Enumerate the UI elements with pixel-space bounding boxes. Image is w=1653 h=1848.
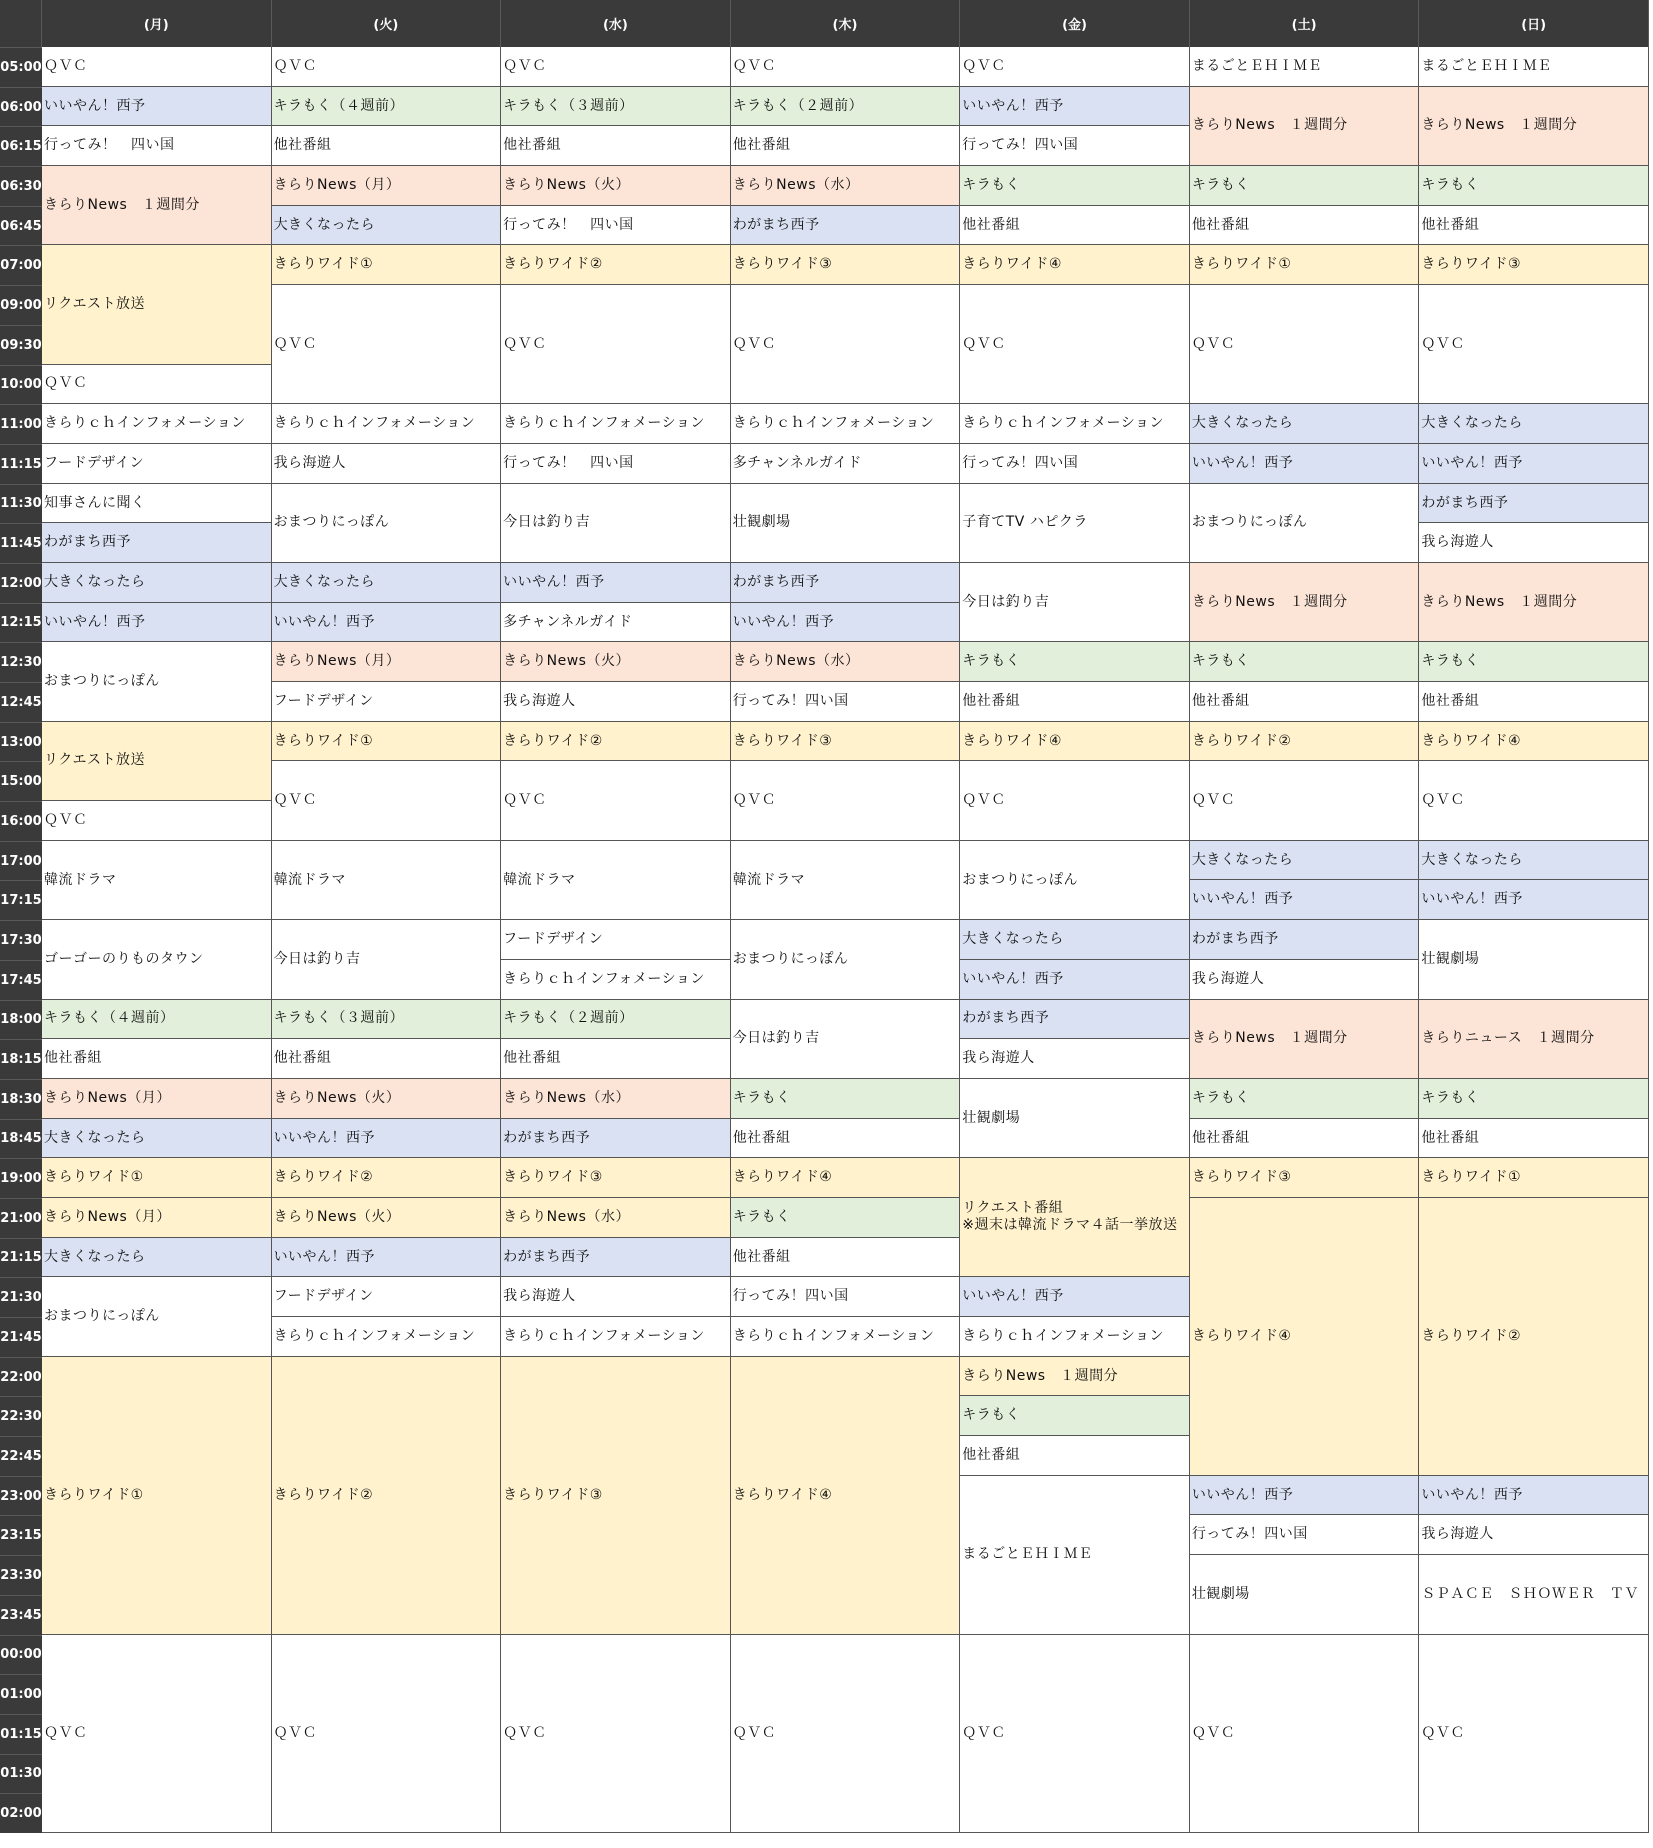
program-cell[interactable]: 多チャンネルガイド <box>501 603 731 643</box>
program-cell[interactable]: きらりNews（月） <box>272 166 502 206</box>
program-cell[interactable]: きらりワイド① <box>272 245 502 285</box>
time-label: 15:00 <box>0 761 42 801</box>
program-cell[interactable]: 大きくなったら <box>42 1119 272 1159</box>
program-cell[interactable]: 他社番組 <box>960 1436 1190 1476</box>
program-cell[interactable]: きらりワイド① <box>272 722 502 762</box>
program-cell[interactable]: 他社番組 <box>272 126 502 166</box>
time-label: 11:00 <box>0 404 42 444</box>
day-header: (金) <box>960 0 1190 47</box>
program-cell[interactable]: きらりワイド④ <box>731 1357 961 1635</box>
program-cell[interactable]: きらりNews １週間分 <box>1190 563 1420 642</box>
time-label: 10:00 <box>0 365 42 405</box>
time-label: 18:15 <box>0 1039 42 1079</box>
program-cell[interactable]: ＱＶＣ <box>1419 285 1649 404</box>
time-label: 23:30 <box>0 1555 42 1595</box>
program-cell[interactable]: キラもく <box>1190 642 1420 682</box>
program-cell[interactable]: きらりNews（月） <box>42 1079 272 1119</box>
program-cell[interactable]: きらりｃｈインフォメーション <box>731 404 961 444</box>
program-cell[interactable]: 我ら海遊人 <box>501 682 731 722</box>
day-header: (水) <box>501 0 731 47</box>
time-label: 09:30 <box>0 325 42 365</box>
day-header: (月) <box>42 0 272 47</box>
program-cell[interactable]: きらりｃｈインフォメーション <box>501 404 731 444</box>
program-cell[interactable]: わがまち西予 <box>1190 920 1420 960</box>
time-label: 11:45 <box>0 523 42 563</box>
program-cell[interactable]: リクエスト番組 ※週末は韓流ドラマ４話一挙放送 <box>960 1158 1190 1277</box>
program-cell[interactable]: いいやん！西予 <box>272 1238 502 1278</box>
time-label: 13:00 <box>0 722 42 762</box>
program-cell[interactable]: 行ってみ！四い国 <box>960 444 1190 484</box>
program-cell[interactable]: キラもく <box>731 1198 961 1238</box>
program-cell[interactable]: リクエスト放送 <box>42 722 272 801</box>
program-cell[interactable]: きらりワイド④ <box>731 1158 961 1198</box>
program-cell[interactable]: きらりNews １週間分 <box>1419 87 1649 166</box>
program-cell[interactable]: キラもく（３週前） <box>501 87 731 127</box>
time-label: 17:15 <box>0 880 42 920</box>
program-cell[interactable]: わがまち西予 <box>501 1119 731 1159</box>
program-cell[interactable]: きらりワイド① <box>42 1158 272 1198</box>
program-cell[interactable]: きらりワイド③ <box>501 1158 731 1198</box>
day-header: (木) <box>731 0 961 47</box>
program-cell[interactable]: きらりワイド① <box>1419 1158 1649 1198</box>
program-cell[interactable]: 子育てTV ハピクラ <box>960 484 1190 563</box>
program-cell[interactable]: キラもく <box>1190 1079 1420 1119</box>
day-header: (日) <box>1419 0 1649 47</box>
time-label: 12:30 <box>0 642 42 682</box>
program-cell[interactable]: 大きくなったら <box>42 1238 272 1278</box>
program-cell[interactable]: いいやん！西予 <box>272 1119 502 1159</box>
program-cell[interactable]: ＳＰＡＣＥ ＳＨＯＷＥＲ ＴＶ <box>1419 1555 1649 1634</box>
program-cell[interactable]: フードデザイン <box>501 920 731 960</box>
program-cell[interactable]: 他社番組 <box>1190 682 1420 722</box>
program-cell[interactable]: いいやん！西予 <box>960 1277 1190 1317</box>
program-cell[interactable]: 今日は釣り吉 <box>272 920 502 999</box>
program-cell[interactable]: 大きくなったら <box>1190 404 1420 444</box>
program-cell[interactable]: 大きくなったら <box>960 920 1190 960</box>
program-cell[interactable]: きらりワイド④ <box>1190 1198 1420 1476</box>
program-cell[interactable]: 行ってみ！ 四い国 <box>501 206 731 246</box>
program-cell[interactable]: きらりNews １週間分 <box>42 166 272 245</box>
program-cell[interactable]: きらりNews（火） <box>272 1198 502 1238</box>
time-label: 22:45 <box>0 1436 42 1476</box>
program-cell[interactable]: わがまち西予 <box>42 523 272 563</box>
program-cell[interactable]: きらりNews（水） <box>501 1198 731 1238</box>
program-cell[interactable]: きらりNews １週間分 <box>960 1357 1190 1397</box>
program-cell[interactable]: ＱＶＣ <box>1419 761 1649 840</box>
program-cell[interactable]: キラもく（３週前） <box>272 1000 502 1040</box>
program-cell[interactable]: ＱＶＣ <box>501 761 731 840</box>
program-cell[interactable]: キラもく <box>960 642 1190 682</box>
program-cell[interactable]: きらりNews（水） <box>501 1079 731 1119</box>
program-cell[interactable]: 韓流ドラマ <box>501 841 731 920</box>
program-cell[interactable]: 他社番組 <box>731 1238 961 1278</box>
program-cell[interactable]: きらりワイド③ <box>731 245 961 285</box>
program-cell[interactable]: キラもく <box>1419 642 1649 682</box>
program-cell[interactable]: キラもく <box>731 1079 961 1119</box>
time-label: 01:00 <box>0 1674 42 1714</box>
program-cell[interactable]: まるごとＥＨＩＭＥ <box>1419 47 1649 87</box>
program-cell[interactable]: キラもく（４週前） <box>42 1000 272 1040</box>
program-cell[interactable]: 韓流ドラマ <box>731 841 961 920</box>
program-cell[interactable]: いいやん！西予 <box>501 563 731 603</box>
time-label: 21:45 <box>0 1317 42 1357</box>
program-cell[interactable]: いいやん！西予 <box>1419 444 1649 484</box>
program-cell[interactable]: いいやん！西予 <box>960 87 1190 127</box>
time-label: 22:00 <box>0 1357 42 1397</box>
program-cell[interactable]: 大きくなったら <box>1419 841 1649 881</box>
program-cell[interactable]: 我ら海遊人 <box>272 444 502 484</box>
time-label: 22:30 <box>0 1396 42 1436</box>
program-cell[interactable]: いいやん！西予 <box>1190 444 1420 484</box>
time-label: 11:15 <box>0 444 42 484</box>
day-header: (土) <box>1190 0 1420 47</box>
program-cell[interactable]: きらりNews（火） <box>501 642 731 682</box>
program-cell[interactable]: ＱＶＣ <box>42 801 272 841</box>
time-label: 06:15 <box>0 126 42 166</box>
program-cell[interactable]: まるごとＥＨＩＭＥ <box>960 1476 1190 1635</box>
program-cell[interactable]: きらりワイド④ <box>960 722 1190 762</box>
program-cell[interactable]: いいやん！西予 <box>1190 1476 1420 1516</box>
program-cell[interactable]: きらりワイド③ <box>1190 1158 1420 1198</box>
program-cell[interactable]: きらりNews １週間分 <box>1190 1000 1420 1079</box>
program-cell[interactable]: いいやん！西予 <box>42 603 272 643</box>
time-label: 21:15 <box>0 1238 42 1278</box>
time-label: 09:00 <box>0 285 42 325</box>
program-cell[interactable]: ＱＶＣ <box>501 1635 731 1833</box>
program-cell[interactable]: 他社番組 <box>272 1039 502 1079</box>
program-cell[interactable]: 大きくなったら <box>42 563 272 603</box>
program-cell[interactable]: 行ってみ！四い国 <box>1190 1515 1420 1555</box>
program-cell[interactable]: ＱＶＣ <box>272 47 502 87</box>
program-cell[interactable]: 他社番組 <box>960 206 1190 246</box>
program-cell[interactable]: わがまち西予 <box>731 563 961 603</box>
time-label: 06:45 <box>0 206 42 246</box>
program-cell[interactable]: きらりｃｈインフォメーション <box>272 404 502 444</box>
program-cell[interactable]: 行ってみ！ 四い国 <box>42 126 272 166</box>
program-cell[interactable]: 他社番組 <box>1419 1119 1649 1159</box>
program-cell[interactable]: 行ってみ！ 四い国 <box>501 444 731 484</box>
program-cell[interactable]: キラもく（４週前） <box>272 87 502 127</box>
program-cell[interactable]: 壮観劇場 <box>1419 920 1649 999</box>
program-cell[interactable]: いいやん！西予 <box>42 87 272 127</box>
program-cell[interactable]: きらりｃｈインフォメーション <box>272 1317 502 1357</box>
program-cell[interactable]: きらりワイド② <box>1419 1198 1649 1476</box>
program-cell[interactable]: 他社番組 <box>731 126 961 166</box>
program-cell[interactable]: 他社番組 <box>1190 1119 1420 1159</box>
time-label: 18:00 <box>0 1000 42 1040</box>
program-cell[interactable]: きらりワイド② <box>1190 722 1420 762</box>
program-cell[interactable]: いいやん！西予 <box>272 603 502 643</box>
program-cell[interactable]: おまつりにっぽん <box>42 1277 272 1356</box>
program-cell[interactable]: キラもく <box>1419 166 1649 206</box>
program-cell[interactable]: ＱＶＣ <box>731 1635 961 1833</box>
program-cell[interactable]: きらりNews（水） <box>731 642 961 682</box>
time-label: 23:45 <box>0 1595 42 1635</box>
program-cell[interactable]: わがまち西予 <box>960 1000 1190 1040</box>
program-cell[interactable]: ＱＶＣ <box>960 761 1190 840</box>
time-label: 02:00 <box>0 1793 42 1833</box>
program-cell[interactable]: きらりNews（月） <box>42 1198 272 1238</box>
day-header: (火) <box>272 0 502 47</box>
program-cell[interactable]: 今日は釣り吉 <box>731 1000 961 1079</box>
program-cell[interactable]: きらりワイド③ <box>501 1357 731 1635</box>
program-cell[interactable]: 多チャンネルガイド <box>731 444 961 484</box>
program-cell[interactable]: きらりNews １週間分 <box>1419 563 1649 642</box>
program-cell[interactable]: 他社番組 <box>1190 206 1420 246</box>
program-cell[interactable]: ＱＶＣ <box>272 761 502 840</box>
program-cell[interactable]: きらりワイド② <box>501 722 731 762</box>
program-cell[interactable]: 我ら海遊人 <box>1419 523 1649 563</box>
program-cell[interactable]: きらりｃｈインフォメーション <box>501 1317 731 1357</box>
program-cell[interactable]: ＱＶＣ <box>1190 761 1420 840</box>
program-cell[interactable]: キラもく <box>1190 166 1420 206</box>
time-label: 11:30 <box>0 484 42 524</box>
program-cell[interactable]: ＱＶＣ <box>1419 1635 1649 1833</box>
program-cell[interactable]: 我ら海遊人 <box>1419 1515 1649 1555</box>
time-label: 06:00 <box>0 87 42 127</box>
program-cell[interactable]: 他社番組 <box>731 1119 961 1159</box>
program-cell[interactable]: 今日は釣り吉 <box>960 563 1190 642</box>
time-label: 01:30 <box>0 1754 42 1794</box>
program-cell[interactable]: キラもく <box>1419 1079 1649 1119</box>
program-cell[interactable]: きらりワイド① <box>42 1357 272 1635</box>
program-cell[interactable]: フードデザイン <box>272 1277 502 1317</box>
program-cell[interactable]: きらりワイド④ <box>960 245 1190 285</box>
program-cell[interactable]: 我ら海遊人 <box>501 1277 731 1317</box>
program-cell[interactable]: まるごとＥＨＩＭＥ <box>1190 47 1420 87</box>
program-cell[interactable]: きらりNews（火） <box>272 1079 502 1119</box>
time-label: 21:30 <box>0 1277 42 1317</box>
program-cell[interactable]: きらりワイド① <box>1190 245 1420 285</box>
program-cell[interactable]: きらりNews １週間分 <box>1190 87 1420 166</box>
program-cell[interactable]: ＱＶＣ <box>42 365 272 405</box>
program-cell[interactable]: 大きくなったら <box>1419 404 1649 444</box>
time-label: 17:30 <box>0 920 42 960</box>
program-cell[interactable]: ＱＶＣ <box>1190 1635 1420 1833</box>
time-label: 19:00 <box>0 1158 42 1198</box>
program-cell[interactable]: きらりｃｈインフォメーション <box>960 404 1190 444</box>
program-cell[interactable]: きらりNews（火） <box>501 166 731 206</box>
time-label: 18:30 <box>0 1079 42 1119</box>
program-cell[interactable]: ＱＶＣ <box>501 47 731 87</box>
program-cell[interactable]: キラもく <box>960 1396 1190 1436</box>
program-cell[interactable]: 我ら海遊人 <box>960 1039 1190 1079</box>
program-cell[interactable]: わがまち西予 <box>1419 484 1649 524</box>
program-cell[interactable]: きらりワイド④ <box>1419 722 1649 762</box>
time-label: 06:30 <box>0 166 42 206</box>
program-cell[interactable]: いいやん！西予 <box>1419 1476 1649 1516</box>
program-cell[interactable]: ＱＶＣ <box>501 285 731 404</box>
time-label: 12:45 <box>0 682 42 722</box>
program-cell[interactable]: キラもく <box>960 166 1190 206</box>
program-cell[interactable]: ＱＶＣ <box>1190 285 1420 404</box>
program-cell[interactable]: きらりｃｈインフォメーション <box>960 1317 1190 1357</box>
program-cell[interactable]: ＱＶＣ <box>731 285 961 404</box>
program-cell[interactable]: ＱＶＣ <box>960 1635 1190 1833</box>
program-cell[interactable]: 韓流ドラマ <box>272 841 502 920</box>
program-cell[interactable]: ＱＶＣ <box>960 47 1190 87</box>
time-label: 23:00 <box>0 1476 42 1516</box>
time-label: 01:15 <box>0 1714 42 1754</box>
time-label: 05:00 <box>0 47 42 87</box>
program-cell[interactable]: 行ってみ！四い国 <box>731 1277 961 1317</box>
program-cell[interactable]: きらりｃｈインフォメーション <box>42 404 272 444</box>
program-cell[interactable]: おまつりにっぽん <box>1190 484 1420 563</box>
program-cell[interactable]: 韓流ドラマ <box>42 841 272 920</box>
program-cell[interactable]: ＱＶＣ <box>272 1635 502 1833</box>
program-cell[interactable]: ＱＶＣ <box>42 47 272 87</box>
program-cell[interactable]: きらりｃｈインフォメーション <box>501 960 731 1000</box>
program-cell[interactable]: 行ってみ！四い国 <box>960 126 1190 166</box>
time-label: 21:00 <box>0 1198 42 1238</box>
program-cell[interactable]: きらりNews（水） <box>731 166 961 206</box>
program-cell[interactable]: きらりｃｈインフォメーション <box>731 1317 961 1357</box>
program-cell[interactable]: ＱＶＣ <box>731 47 961 87</box>
program-cell[interactable]: 大きくなったら <box>272 563 502 603</box>
program-cell[interactable]: 壮観劇場 <box>960 1079 1190 1158</box>
time-label: 16:00 <box>0 801 42 841</box>
time-label: 17:00 <box>0 841 42 881</box>
corner-cell <box>0 0 42 47</box>
program-cell[interactable]: わがまち西予 <box>731 206 961 246</box>
program-cell[interactable]: きらりワイド③ <box>731 722 961 762</box>
program-cell[interactable]: 壮観劇場 <box>1190 1555 1420 1634</box>
time-label: 12:15 <box>0 603 42 643</box>
program-cell[interactable]: おまつりにっぽん <box>731 920 961 999</box>
time-label: 23:15 <box>0 1515 42 1555</box>
program-cell[interactable]: 他社番組 <box>501 1039 731 1079</box>
program-cell[interactable]: 他社番組 <box>1419 206 1649 246</box>
program-cell[interactable]: 今日は釣り吉 <box>501 484 731 563</box>
program-cell[interactable]: 他社番組 <box>501 126 731 166</box>
program-cell[interactable]: わがまち西予 <box>501 1238 731 1278</box>
program-cell[interactable]: きらりワイド② <box>501 245 731 285</box>
program-cell[interactable]: きらりNews（月） <box>272 642 502 682</box>
program-cell[interactable]: 他社番組 <box>960 682 1190 722</box>
program-cell[interactable]: おまつりにっぽん <box>272 484 502 563</box>
program-cell[interactable]: フードデザイン <box>272 682 502 722</box>
program-cell[interactable]: いいやん！西予 <box>1190 880 1420 920</box>
time-label: 12:00 <box>0 563 42 603</box>
program-cell[interactable]: 知事さんに聞く <box>42 484 272 524</box>
program-cell[interactable]: キラもく（２週前） <box>731 87 961 127</box>
program-cell[interactable]: 他社番組 <box>42 1039 272 1079</box>
program-cell[interactable]: 壮観劇場 <box>731 484 961 563</box>
program-cell[interactable]: いいやん！西予 <box>731 603 961 643</box>
program-cell[interactable]: きらりワイド② <box>272 1357 502 1635</box>
program-cell[interactable]: きらりワイド② <box>272 1158 502 1198</box>
program-cell[interactable]: ＱＶＣ <box>272 285 502 404</box>
program-cell[interactable]: ＱＶＣ <box>42 1635 272 1833</box>
program-cell[interactable]: ＱＶＣ <box>731 761 961 840</box>
program-cell[interactable]: 大きくなったら <box>272 206 502 246</box>
program-cell[interactable]: 大きくなったら <box>1190 841 1420 881</box>
program-cell[interactable]: 行ってみ！四い国 <box>731 682 961 722</box>
program-cell[interactable]: 他社番組 <box>1419 682 1649 722</box>
program-cell[interactable]: きらりワイド③ <box>1419 245 1649 285</box>
program-cell[interactable]: 我ら海遊人 <box>1190 960 1420 1000</box>
program-cell[interactable]: きらりニュース １週間分 <box>1419 1000 1649 1079</box>
time-label: 00:00 <box>0 1635 42 1675</box>
program-cell[interactable]: ＱＶＣ <box>960 285 1190 404</box>
program-cell[interactable]: ゴーゴーのりものタウン <box>42 920 272 999</box>
time-label: 17:45 <box>0 960 42 1000</box>
program-cell[interactable]: おまつりにっぽん <box>960 841 1190 920</box>
program-cell[interactable]: リクエスト放送 <box>42 245 272 364</box>
program-cell[interactable]: おまつりにっぽん <box>42 642 272 721</box>
program-cell[interactable]: キラもく（２週前） <box>501 1000 731 1040</box>
program-cell[interactable]: いいやん！西予 <box>1419 880 1649 920</box>
time-label: 18:45 <box>0 1119 42 1159</box>
program-cell[interactable]: フードデザイン <box>42 444 272 484</box>
time-label: 07:00 <box>0 245 42 285</box>
program-cell[interactable]: いいやん！西予 <box>960 960 1190 1000</box>
